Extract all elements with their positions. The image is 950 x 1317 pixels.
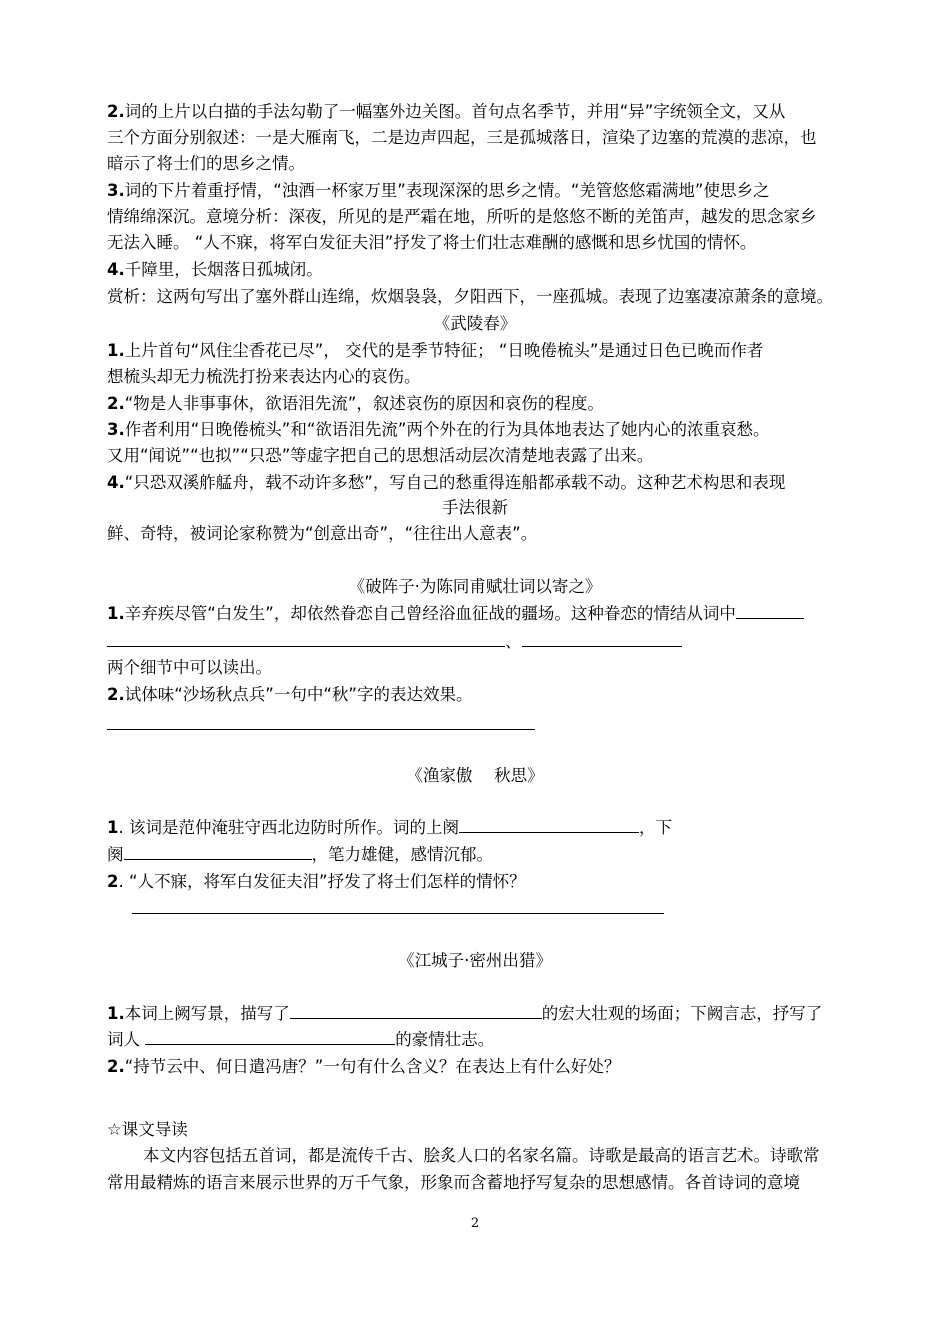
s6-paragraph-line2: 常用最精炼的语言来展示世界的万千气象，形象而含蓄地抒写复杂的思想感情。各首诗词的意境: [107, 1173, 800, 1192]
s3-q1-line1: 1.辛弃疾尽管“白发生”，却依然眷恋自己曾经浴血征战的疆场。这种眷恋的情结从词中: [107, 603, 804, 625]
item-number: 3.: [107, 181, 125, 200]
s3-title: 《破阵子·为陈同甫赋壮词以寄之》: [348, 577, 602, 596]
s1-q2-line2: 三个方面分别叙述：一是大雁南飞，二是边声四起，三是孤城落日，渲染了边塞的荒漠的悲凉，也: [107, 128, 817, 147]
answer-blank[interactable]: [145, 1030, 395, 1045]
item-number: 2.: [107, 102, 125, 121]
s2-q4-line3: 鲜、奇特，被词论家称赞为“创意出奇”，“往往出人意表”。: [107, 524, 538, 543]
answer-blank[interactable]: [459, 818, 639, 833]
s6-heading: ☆课文导读: [107, 1120, 188, 1139]
s3-q1-line2: 、: [107, 631, 682, 653]
item-number: 1: [107, 818, 119, 837]
s5-q1-line2: 词人 的豪情壮志。: [107, 1030, 495, 1049]
s1-q4-line2: 赏析：这两句写出了塞外群山连绵，炊烟袅袅，夕阳西下，一座孤城。表现了边塞凄凉萧条的意境。: [107, 287, 833, 306]
s1-q3-line2: 情绵绵深沉。意境分析：深夜，所见的是严霜在地，所听的是悠悠不断的羌笛声，越发的思念家乡: [107, 207, 817, 226]
s3-q1-line3: 两个细节中可以读出。: [107, 658, 272, 677]
s5-q2-line1: 2.“持节云中、何日遣冯唐？”一句有什么含义？在表达上有什么好处？: [107, 1057, 621, 1076]
item-number: 2.: [107, 394, 125, 413]
s2-q3-line1: 3.作者利用“日晚倦梳头”和“欲语泪先流”两个外在的行为具体地表达了她内心的浓重哀愁。: [107, 420, 770, 439]
s1-q4-line1: 4.千障里，长烟落日孤城闭。: [107, 260, 323, 279]
item-number: 4.: [107, 473, 125, 492]
page-number: 2: [470, 1216, 480, 1231]
item-number: 3.: [107, 420, 125, 439]
item-number: 2.: [107, 685, 125, 704]
s2-q4-line2: 手法很新: [442, 498, 508, 517]
s6-paragraph-line1: 本文内容包括五首词，都是流传千古、脍炙人口的名家名篇。诗歌是最高的语言艺术。诗歌常: [143, 1146, 820, 1165]
s2-q4-line1: 4.“只恐双溪舴艋舟，载不动许多愁”，写自己的愁重得连船都承载不动。这种艺术构思和表现: [107, 473, 786, 492]
item-number: 4.: [107, 260, 125, 279]
s2-q2-line1: 2.“物是人非事事休，欲语泪先流”，叙述哀伤的原因和哀伤的程度。: [107, 394, 604, 413]
s2-title: 《武陵春》: [433, 314, 517, 333]
item-number: 2.: [107, 1057, 125, 1076]
item-number: 1.: [107, 341, 125, 360]
s2-q1-line2: 想梳头却无力梳洗打扮来表达内心的哀伤。: [107, 367, 421, 386]
answer-line[interactable]: [107, 729, 535, 730]
s2-q1-line1: 1.上片首句“风住尘香花已尽”， 交代的是季节特征； “日晚倦梳头”是通过日色已晚而作者: [107, 341, 764, 360]
item-number: 1.: [107, 604, 125, 623]
answer-line[interactable]: [132, 913, 664, 914]
answer-blank[interactable]: [522, 632, 682, 647]
item-number: 2: [107, 872, 119, 891]
item-number: 1.: [107, 1004, 125, 1023]
s5-title: 《江城子·密州出猎》: [398, 951, 552, 970]
s4-q2-line1: 2. “人不寐，将军白发征夫泪”抒发了将士们怎样的情怀？: [107, 872, 526, 891]
answer-blank[interactable]: [124, 845, 312, 860]
s4-q1-line1: 1. 该词是范仲淹驻守西北边防时所作。词的上阕 ，下: [107, 818, 672, 837]
answer-blank[interactable]: [290, 1004, 542, 1019]
answer-blank[interactable]: [107, 632, 505, 647]
s1-q3-line1: 3.词的下片着重抒情，“浊酒一杯家万里”表现深深的思乡之情。“羌管悠悠霜满地”使思乡之: [107, 181, 770, 200]
s1-q2-line3: 暗示了将士们的思乡之情。: [107, 154, 305, 173]
s3-q2-line1: 2.试体味“沙场秋点兵”一句中“秋”字的表达效果。: [107, 685, 473, 704]
s5-q1-line1: 1.本词上阙写景，描写了 的宏大壮观的场面；下阙言志，抒写了: [107, 1004, 823, 1023]
s2-q3-line2: 又用“闻说”“也拟”“只恐”等虚字把自己的思想活动层次清楚地表露了出来。: [107, 446, 654, 465]
answer-blank[interactable]: [736, 604, 804, 619]
s1-q3-line3: 无法入睡。 “人不寐，将军白发征夫泪”抒发了将士们壮志难酬的感慨和思乡忧国的情怀。: [107, 233, 757, 252]
s4-title: 《渔家傲 秋思》: [406, 766, 544, 785]
s1-q2-line1: 2.词的上片以白描的手法勾勒了一幅塞外边关图。首句点名季节，并用“异”字统领全文，又从: [107, 102, 786, 121]
s4-q1-line2: 阕 ，笔力雄健，感情沉郁。: [107, 845, 493, 864]
